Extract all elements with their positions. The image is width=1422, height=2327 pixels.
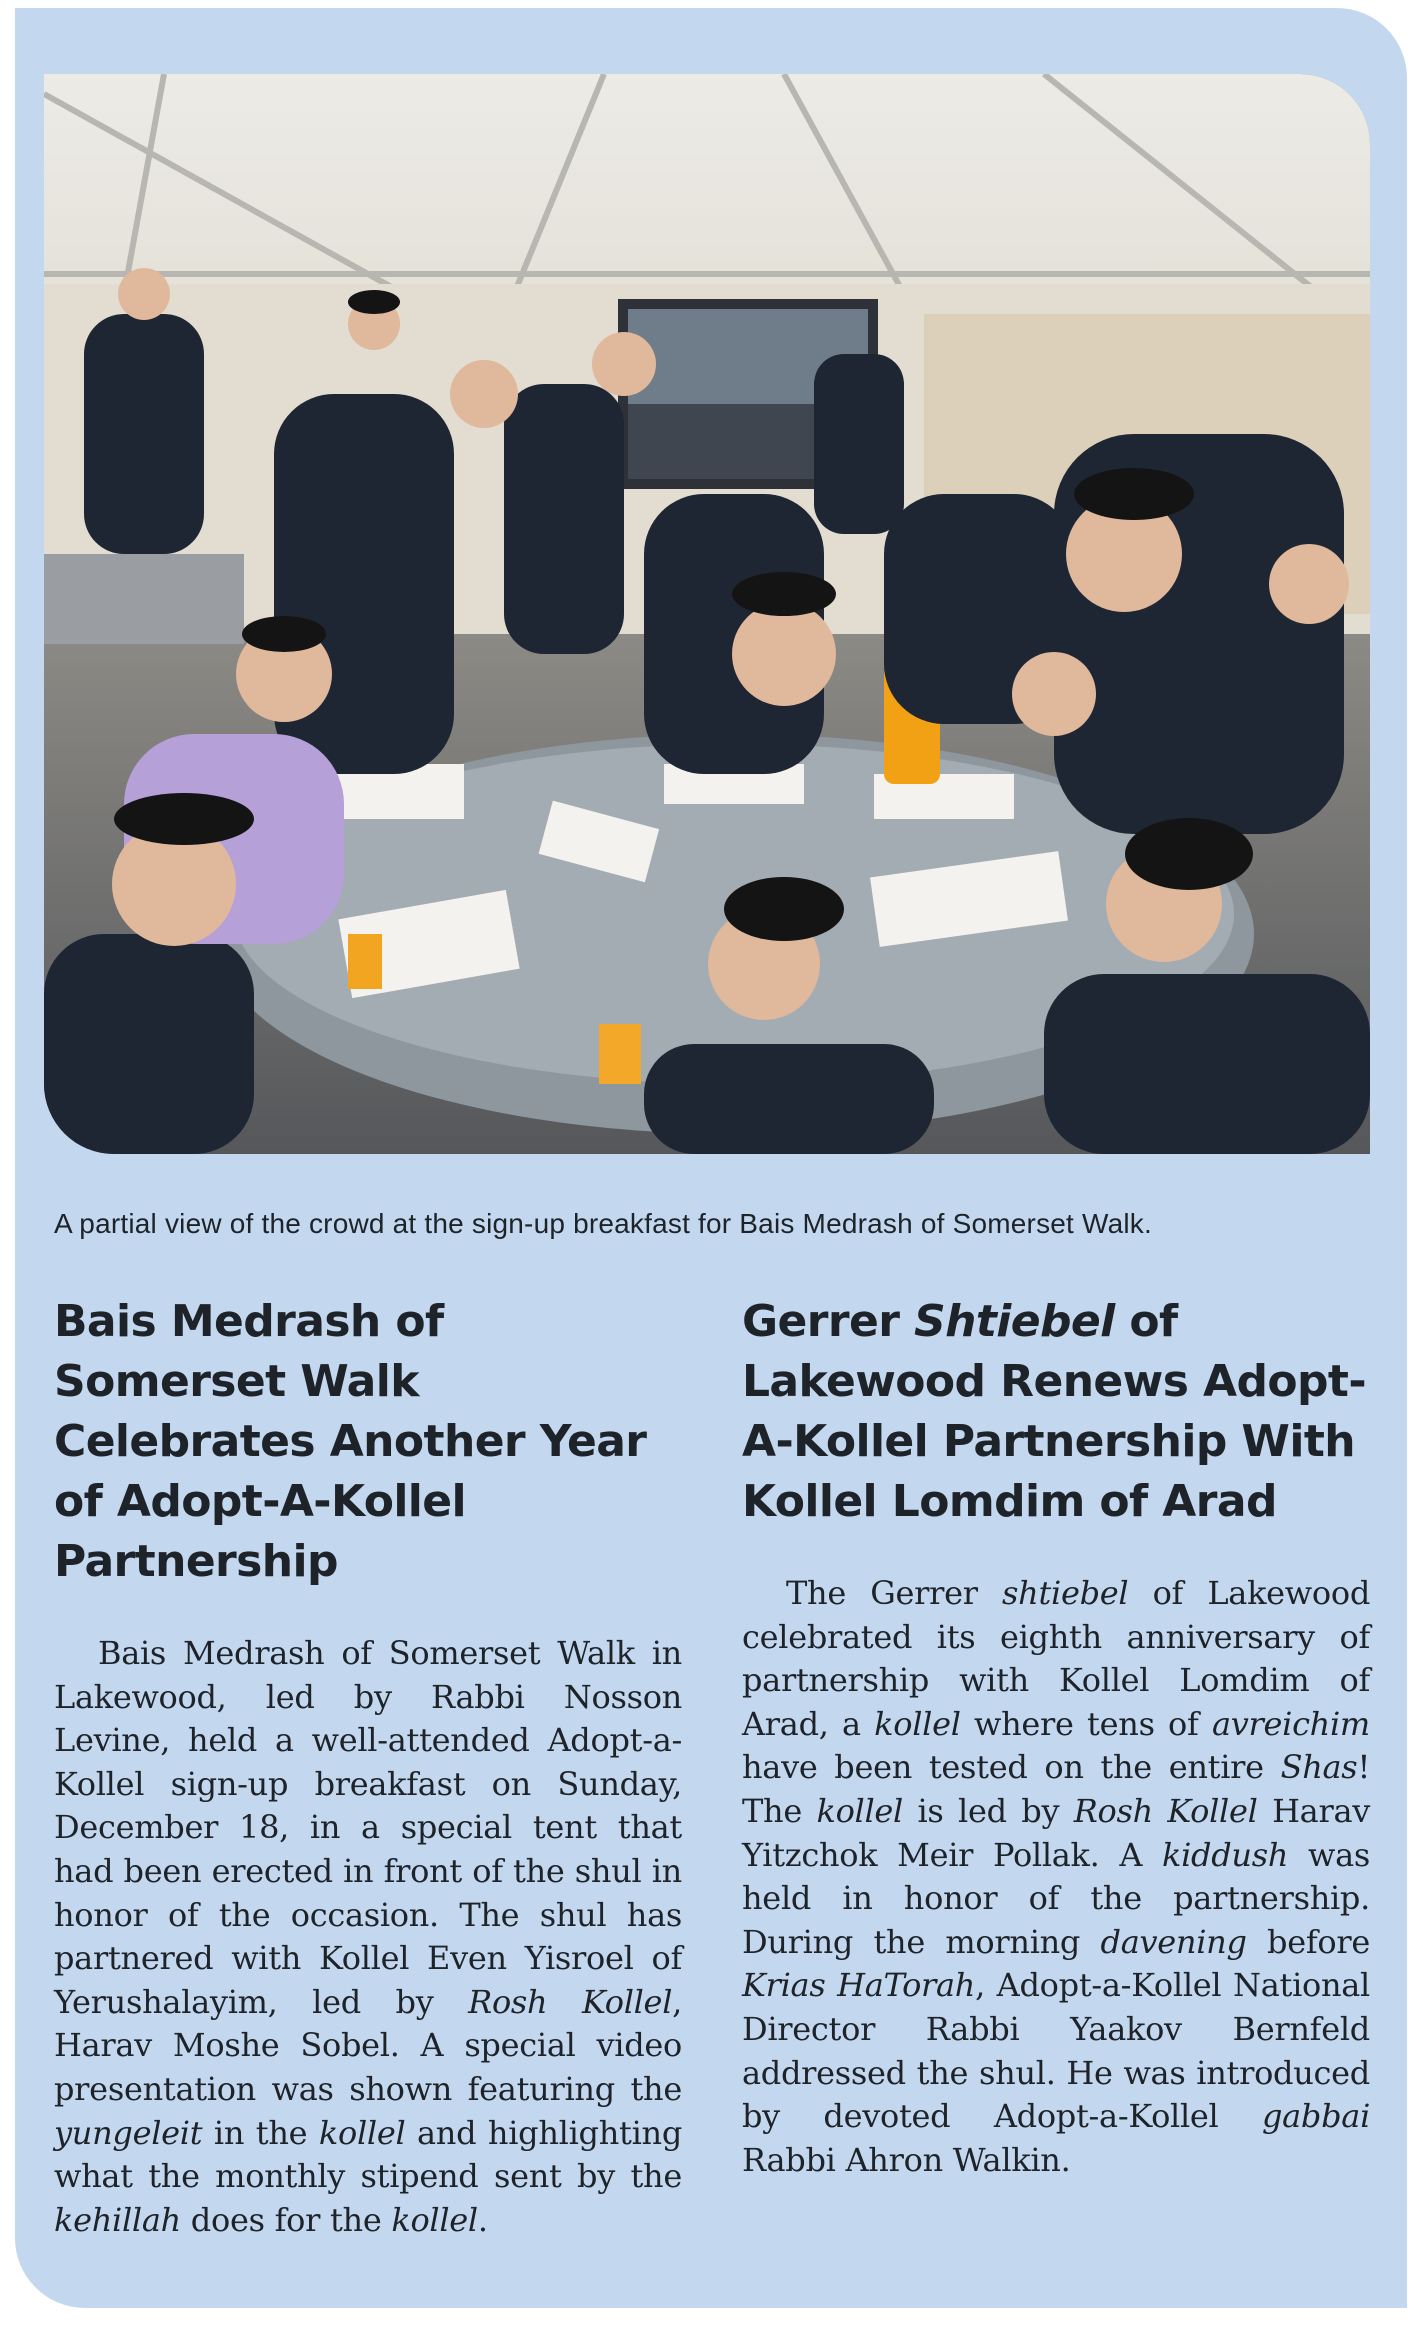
left-headline: Bais Medrash of Somerset Walk Celebrates Another Year of Adopt-A-Kollel Partnership bbox=[54, 1296, 647, 1587]
italic-term: kollel bbox=[318, 2113, 406, 2152]
right-article bbox=[742, 1292, 1370, 2214]
italic-term: Rosh Kollel bbox=[1073, 1791, 1258, 1830]
italic-term: gabbai bbox=[1261, 2097, 1370, 2136]
right-headline: Gerrer Shtiebel of Lakewood Renews Adopt-A-Kollel Partnership With Kollel Lomdim of Arad bbox=[742, 1296, 1366, 1527]
right-body: The Gerrer shtiebel of Lakewood celebrated its eighth anniversary of partnership with Kollel Lomdim of Arad, a kollel where tens of avreichim have been tested on the entire Shas! The kollel is led by Rosh Kollel Harav Yitzchok Meir Pollak. A kiddush was held in honor of the partnership. During the morning davening before Krias HaTorah, Adopt-a-Kollel National Director Rabbi Yaakov Bernfeld addressed the shul. He was introduced by devoted Adopt-a-Kollel gabbai Rabbi Ahron Walkin. bbox=[742, 1574, 1371, 2179]
italic-term: kollel bbox=[816, 1791, 903, 1830]
italic-term: kiddush bbox=[1162, 1835, 1289, 1874]
photo-caption: A partial view of the crowd at the sign-up breakfast for Bais Medrash of Somerset Walk. bbox=[54, 1208, 1152, 1239]
italic-term: avreichim bbox=[1211, 1704, 1370, 1743]
italic-term: kollel bbox=[874, 1704, 961, 1743]
italic-term: kollel bbox=[391, 2200, 478, 2239]
breakfast-photo bbox=[44, 74, 1370, 1154]
italic-term: Krias HaTorah bbox=[742, 1966, 976, 2005]
italic-term: Shtiebel bbox=[914, 1296, 1115, 1347]
italic-term: davening bbox=[1100, 1922, 1247, 1961]
italic-term: yungeleit bbox=[54, 2113, 203, 2152]
italic-term: Shas bbox=[1280, 1748, 1358, 1787]
italic-term: kehillah bbox=[54, 2200, 181, 2239]
left-article bbox=[54, 1292, 682, 2274]
italic-term: Rosh Kollel bbox=[468, 1982, 673, 2021]
italic-term: shtiebel bbox=[1002, 1574, 1129, 1612]
left-body: Bais Medrash of Somerset Walk in Lakewood, led by Rabbi Nosson Levine, held a well-attended Adopt-a-Kollel sign-up breakfast on Sunday, December 18, in a special tent that had been erected in front of the shul in honor of the occasion. The shul has partnered with Kollel Even Yisroel of Yerushalayim, led by Rosh Kollel, Harav Moshe Sobel. A special video presentation was shown featuring the yungeleit in the kollel and highlighting what the monthly stipend sent by the kehillah does for the kollel. bbox=[54, 1634, 683, 2239]
